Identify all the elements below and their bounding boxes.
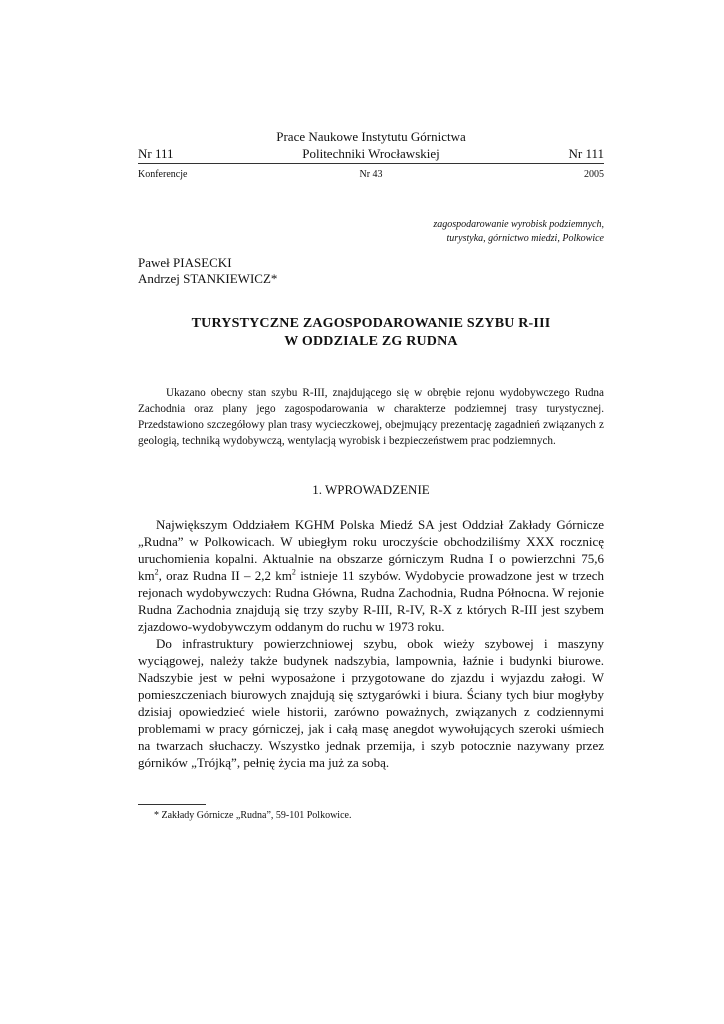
journal-title-line1: Prace Naukowe Instytutu Górnictwa	[276, 129, 466, 144]
body-text	[138, 516, 604, 771]
issue-number-right: Nr 111	[568, 146, 604, 161]
paper-title-line2: W ODDZIALE ZG RUDNA	[284, 334, 458, 349]
paper-page	[138, 0, 604, 1024]
keywords	[433, 218, 604, 246]
publication-year: 2005	[584, 169, 604, 180]
author-2: Andrzej STANKIEWICZ*	[138, 271, 278, 286]
series-issue: Nr 43	[359, 169, 383, 180]
body-p1-part-a: Największym Oddziałem KGHM Polska Miedź SA jest Oddział Zakłady Górnicze „Rudna” w Polkowicach. W ubiegłym roku uroczyście obchodziliśmy XXX rocznicę uruchomienia kopalni. Aktualnie na obszarze górniczym Rudna I o powierzchni 75,6 km	[138, 517, 604, 583]
keywords-line2: turystyka, górnictwo miedzi, Polkowice	[446, 233, 604, 244]
header-divider	[138, 163, 604, 164]
superscript-1: 2	[154, 567, 159, 577]
abstract	[138, 385, 604, 449]
section-heading: 1. WPROWADZENIE	[312, 482, 430, 497]
journal-title-line2: Politechniki Wrocławskiej	[302, 146, 440, 161]
abstract-text: Ukazano obecny stan szybu R-III, znajdującego się w obrębie rejonu wydobywczego Rudna Zachodnia oraz plany jego zagospodarowania w charakterze podziemnej trasy turystycznej. Przedstawiono szczegółowy plan trasy wycieczkowej, obejmujący prezentację zagadnień związanych z geologią, techniką wydobywczą, wentylacją wyrobisk i bezpieczeństwem prac podziemnych.	[138, 387, 604, 447]
superscript-2: 2	[291, 567, 296, 577]
body-p1-part-b: , oraz Rudna II – 2,2 km	[158, 568, 292, 583]
keywords-line1: zagospodarowanie wyrobisk podziemnych,	[433, 219, 604, 230]
body-paragraph-2: Do infrastruktury powierzchniowej szybu, obok wieży szybowej i maszyny wyciągowej, należy także budynek nadszybia, lampownia, łaźnie i budynki biurowe. Nadszybie jest w pełni wyposażone i przygotowane do zjazdu i wyjazdu załogi. W pomieszczeniach biurowych znajdują się sztygarówki i biura. Ściany tych biur mogłyby dzisiaj opowiedzieć wiele historii, zarówno poważnych, związanych z codziennymi problemami w pracy górniczej, jak i całą masę anegdot wywołujących szeroki uśmiech na twarzach słuchaczy. Wszystko jednak przemija, i szyb potocznie nazywany przez górników „Trójką”, pełnię życia ma już za sobą.	[138, 636, 604, 770]
paper-title-line1: TURYSTYCZNE ZAGOSPODAROWANIE SZYBU R-III	[191, 316, 551, 331]
body-paragraph-1	[138, 516, 604, 635]
author-1: Paweł PIASECKI	[138, 255, 232, 270]
footnote: * Zakłady Górnicze „Rudna”, 59-101 Polkowice.	[154, 810, 352, 821]
issue-number-left: Nr 111	[138, 146, 174, 161]
series-label: Konferencje	[138, 169, 188, 180]
footnote-divider	[138, 804, 206, 805]
paper-title	[138, 315, 604, 351]
body-p1-part-c: istnieje 11 szybów. Wydobycie prowadzone jest w trzech rejonach wydobywczych: Rudna Główna, Rudna Zachodnia, Rudna Północna. W rejonie Rudna Zachodnia znajdują się trzy szyby R-III, R-IV, R-X z których R-III jest szybem zjazdowo-wydobywczym oddanym do ruchu w 1973 roku.	[138, 568, 604, 634]
journal-header-row	[138, 145, 604, 162]
authors	[138, 255, 277, 287]
